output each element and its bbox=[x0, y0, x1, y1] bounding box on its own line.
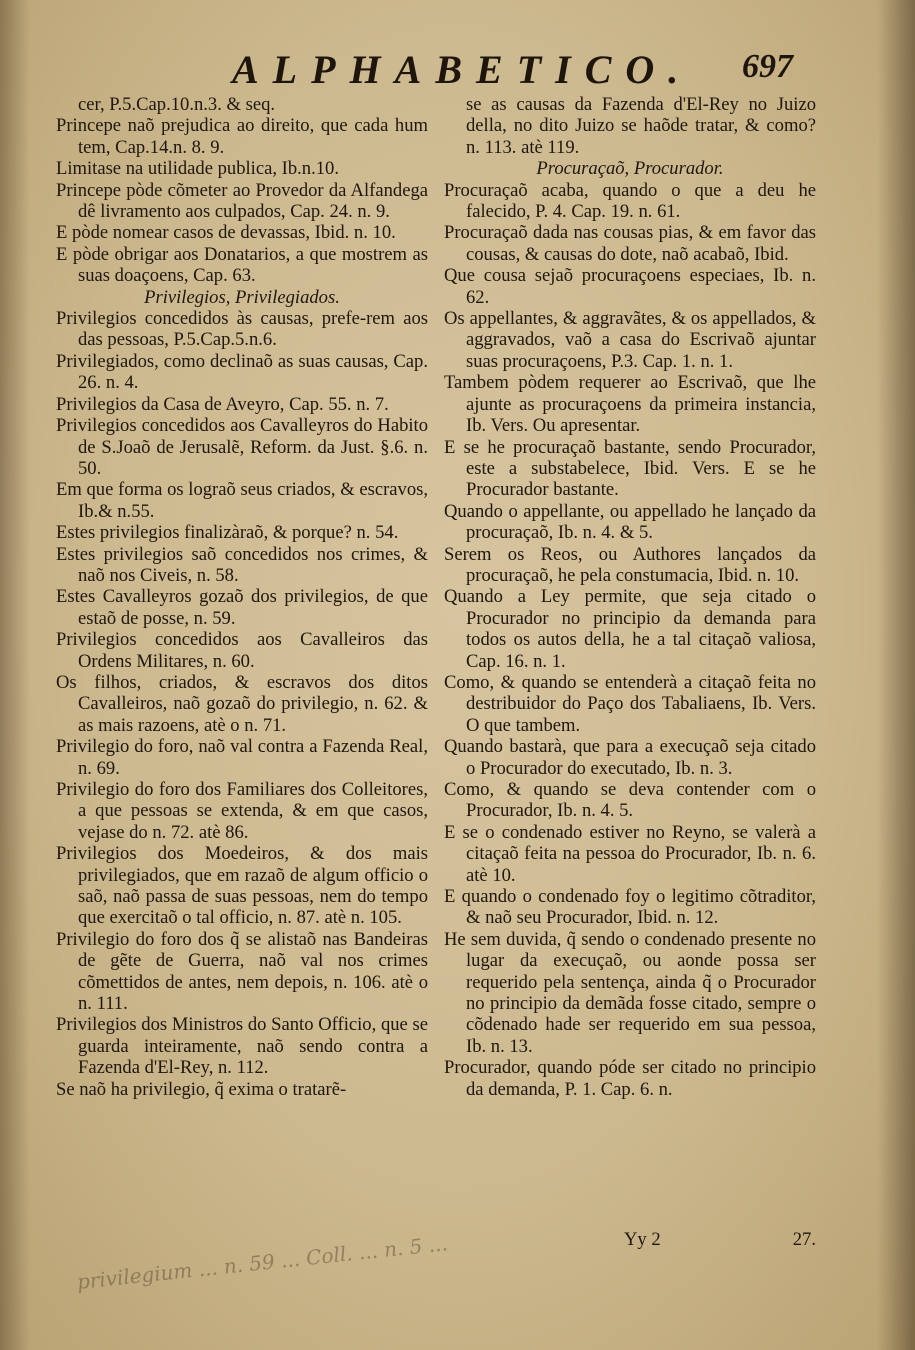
index-entry: Procuraçaõ acaba, quando o que a deu he falecido, P. 4. Cap. 19. n. 61. bbox=[444, 179, 816, 223]
index-entry: Privilegios concedidos às causas, prefe-rem aos das pessoas, P.5.Cap.5.n.6. bbox=[56, 308, 428, 351]
left-column bbox=[56, 94, 428, 1100]
index-entry: Privilegios concedidos aos Cavalleyros do Habito de S.Joaõ de Jerusalẽ, Reform. da Just. §.6. n. 50. bbox=[56, 415, 428, 479]
index-entry: Privilegio do foro dos Familiares dos Colleitores, a que pessoas se extenda, & em que casos, vejase do n. 72. atè 86. bbox=[56, 779, 428, 843]
index-entry: Os appellantes, & aggravãtes, & os appellados, & aggravados, vaõ a casa do Escrivaõ ajuntar suas procuraçoens, P.3. Cap. 1. n. 1. bbox=[444, 308, 816, 372]
index-entry: Se naõ ha privilegio, q̃ exima o tratarẽ- bbox=[56, 1078, 347, 1100]
index-entry: Quando o appellante, ou appellado he lançado da procuraçaõ, Ib. n. 4. & 5. bbox=[444, 500, 816, 544]
page-shadow-right bbox=[877, 0, 915, 1350]
index-entry: E se he procuraçaõ bastante, sendo Procurador, este a substabelece, Ibid. Vers. E se he Procurador bastante. bbox=[444, 436, 816, 501]
page-number: 697 bbox=[742, 48, 793, 85]
section-heading: Procuraçaõ, Procurador. bbox=[536, 158, 724, 180]
running-title: ALPHABETICO. bbox=[232, 47, 693, 92]
index-entry: Privilegios dos Moedeiros, & dos mais privilegiados, que em razaõ de algum officio o saõ, naõ passa de suas pessoas, nem do tempo que exercitaõ o tal officio, n. 87. atè n. 105. bbox=[56, 843, 428, 929]
index-entry-continuation: cer, P.5.Cap.10.n.3. & seq. bbox=[78, 94, 276, 115]
index-entry: Princepe pòde cõmeter ao Provedor da Alfandega dê livramento aos culpados, Cap. 24. n. 9. bbox=[56, 179, 428, 223]
index-entry: E pòde obrigar aos Donatarios, a que mostrem as suas doaçoens, Cap. 63. bbox=[56, 243, 428, 287]
index-entry: E se o condenado estiver no Reyno, se valerà a citaçaõ feita na pessoa do Procurador, Ib. n. 6. atè 10. bbox=[444, 821, 816, 886]
page-shadow-left bbox=[0, 0, 30, 1350]
index-entry: Privilegios da Casa de Aveyro, Cap. 55. n. 7. bbox=[56, 393, 389, 415]
index-entry: Privilegiados, como declinaõ as suas causas, Cap. 26. n. 4. bbox=[56, 350, 428, 394]
index-entry: Procurador, quando póde ser citado no principio da demanda, P. 1. Cap. 6. n. bbox=[444, 1057, 816, 1100]
index-entry: E pòde nomear casos de devassas, Ibid. n. 10. bbox=[56, 222, 396, 244]
index-entry: Como, & quando se deva contender com o Procurador, Ib. n. 4. 5. bbox=[444, 779, 816, 822]
section-heading: Privilegios, Privilegiados. bbox=[144, 286, 340, 308]
index-entry: Procuraçaõ dada nas cousas pias, & em favor das cousas, & causas do dote, naõ acabaõ, Ibid. bbox=[444, 222, 816, 265]
handwritten-note: privilegium ... n. 59 ... Coll. ... n. 5 ... bbox=[75, 1231, 449, 1295]
index-entry: E quando o condenado foy o legitimo cõtraditor, & naõ seu Procurador, Ibid. n. 12. bbox=[444, 886, 816, 929]
index-entry: Privilegio do foro, naõ val contra a Fazenda Real, n. 69. bbox=[56, 736, 428, 779]
index-entry: Tambem pòdem requerer ao Escrivaõ, que lhe ajunte as procuraçoens da primeira instancia, Ib. Vers. Ou apresentar. bbox=[444, 372, 816, 437]
index-entry: Estes privilegios finalizàraõ, & porque? n. 54. bbox=[56, 522, 399, 544]
running-header bbox=[0, 42, 915, 92]
index-entry: Como, & quando se entenderà a citaçaõ feita no destribuidor do Paço dos Tabaliaens, Ib. Vers. O que tambem. bbox=[444, 671, 816, 736]
index-entry: Quando a Ley permite, que seja citado o Procurador no principio da demanda para todos os autos della, he a tal citaçaõ valiosa, Cap. 16. n. 1. bbox=[444, 586, 816, 672]
index-entry: Estes privilegios saõ concedidos nos crimes, & naõ nos Civeis, n. 58. bbox=[56, 543, 428, 586]
index-entry: Serem os Reos, ou Authores lançados da procuraçaõ, he pela constumacia, Ibid. n. 10. bbox=[444, 543, 816, 586]
index-entry: Os filhos, criados, & escravos dos ditos Cavalleiros, naõ gozaõ do privilegio, n. 62. & as mais razoens, atè o n. 71. bbox=[56, 671, 428, 736]
index-entry: He sem duvida, q̃ sendo o condenado presente no lugar da execuçaõ, ou aonde possa ser requerido pela sentença, ainda q̃ o Procurador no principio da demãda fosse citado, sempre o cõdenado hade ser requerido em sua pessoa, Ib. n. 13. bbox=[444, 928, 816, 1057]
index-entry: Quando bastarà, que para a execuçaõ seja citado o Procurador do executado, Ib. n. 3. bbox=[444, 736, 816, 779]
index-entry: Estes Cavalleyros gozaõ dos privilegios, de que estaõ de posse, n. 59. bbox=[56, 586, 428, 629]
index-entry: Que cousa sejaõ procuraçoens especiaes, Ib. n. 62. bbox=[444, 265, 816, 308]
signature-mark: Yy 2 bbox=[624, 1229, 661, 1250]
index-entry: Em que forma os lograõ seus criados, & escravos, Ib.& n.55. bbox=[56, 479, 428, 522]
right-column bbox=[444, 94, 816, 1100]
index-entry-continuation: se as causas da Fazenda d'El-Rey no Juizo della, no dito Juizo se haõde tratar, & como? n. 113. atè 119. bbox=[466, 94, 816, 158]
index-entry: Privilegios concedidos aos Cavalleiros das Ordens Militares, n. 60. bbox=[56, 629, 428, 672]
catchword: 27. bbox=[792, 1229, 816, 1250]
page-footer bbox=[444, 1229, 816, 1253]
index-entry: Privilegio do foro dos q̃ se alistaõ nas Bandeiras de gẽte de Guerra, naõ val nos crimes cõmettidos de antes, nem depois, n. 106. atè o n. 111. bbox=[56, 928, 428, 1015]
index-entry: Privilegios dos Ministros do Santo Officio, que se guarda inteiramente, naõ sendo contra a Fazenda d'El-Rey, n. 112. bbox=[56, 1014, 428, 1079]
index-entry: Limitase na utilidade publica, Ib.n.10. bbox=[56, 158, 339, 180]
index-entry: Princepe naõ prejudica ao direito, que cada hum tem, Cap.14.n. 8. 9. bbox=[56, 115, 428, 158]
